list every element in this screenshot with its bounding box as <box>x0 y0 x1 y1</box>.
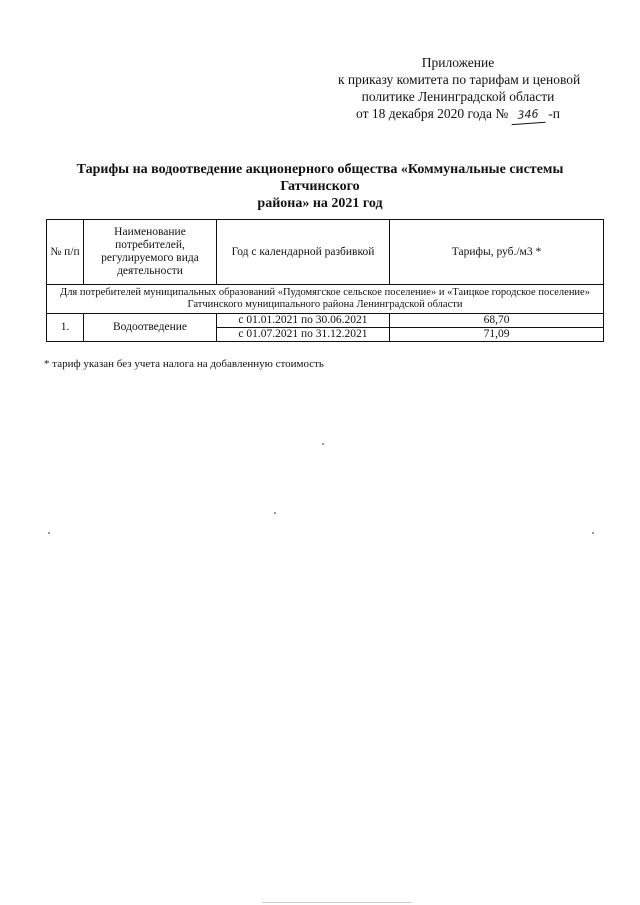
row-period: с 01.01.2021 по 30.06.2021 <box>217 314 390 328</box>
order-number-handwritten: 346 <box>511 105 546 125</box>
scan-speck <box>322 443 324 445</box>
row-tariff-value: 68,70 <box>390 314 604 328</box>
appendix-label: Приложение <box>421 55 495 70</box>
consumer-group-row <box>47 285 604 314</box>
row-tariff-value: 71,09 <box>390 328 604 342</box>
table-row <box>47 314 604 328</box>
header-tariff: Тарифы, руб./м3 * <box>390 220 604 285</box>
order-reference-line: к приказу комитета по тарифам и ценовой <box>338 72 581 87</box>
order-date-line <box>356 105 560 124</box>
scan-speck <box>592 532 594 534</box>
order-suffix: -п <box>548 106 560 121</box>
tariff-table <box>46 219 604 342</box>
appendix-header <box>338 54 581 124</box>
consumer-group-label: Для потребителей муниципальных образований «Пудомягское сельское поселение» и «Таицкое городское поселение» Гатчинского муниципального района Ленинградской области <box>47 285 604 314</box>
header-number: № п/п <box>47 220 84 285</box>
header-period: Год с календарной разбивкой <box>217 220 390 285</box>
committee-line: политике Ленинградской области <box>361 89 555 104</box>
row-service-name: Водоотведение <box>84 314 217 342</box>
header-consumer-name: Наименование потребителей, регулируемого вида деятельности <box>84 220 217 285</box>
title-line-2: района» на 2021 год <box>257 196 383 211</box>
row-period: с 01.07.2021 по 31.12.2021 <box>217 328 390 342</box>
order-date-prefix: от 18 декабря 2020 года № <box>356 106 509 121</box>
row-number: 1. <box>47 314 84 342</box>
scan-speck <box>48 532 50 534</box>
scan-edge-mark <box>262 902 412 903</box>
title-line-1: Тарифы на водоотведение акционерного общества «Коммунальные системы Гатчинского <box>76 162 564 194</box>
table-header-row <box>47 220 604 285</box>
scan-speck <box>274 512 276 514</box>
document-title <box>40 161 600 212</box>
vat-footnote: * тариф указан без учета налога на добавленную стоимость <box>44 358 324 370</box>
